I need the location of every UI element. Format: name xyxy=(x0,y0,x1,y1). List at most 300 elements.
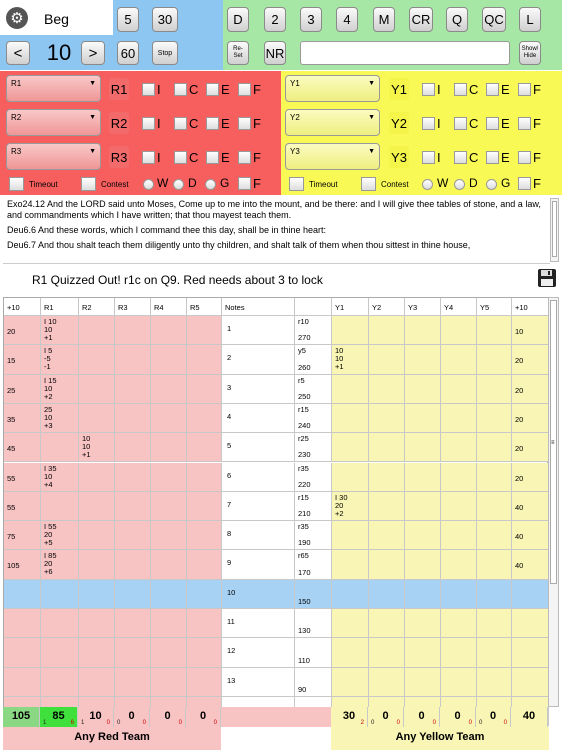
checkbox-f[interactable] xyxy=(238,117,251,130)
score-change: r35 xyxy=(298,463,309,473)
player-score-cell[interactable] xyxy=(41,638,79,667)
running-score-cell[interactable] xyxy=(295,463,332,492)
yellow-plus10-cell[interactable] xyxy=(512,638,549,667)
yellow-plus10-cell[interactable] xyxy=(512,316,549,345)
question-notes-cell[interactable] xyxy=(222,492,295,521)
player-score-cell[interactable] xyxy=(477,580,512,609)
checkbox-f[interactable] xyxy=(518,151,531,164)
question-notes-cell[interactable] xyxy=(222,550,295,579)
running-score-cell[interactable] xyxy=(295,550,332,579)
player-score-cell[interactable] xyxy=(369,521,405,550)
question-notes-cell[interactable] xyxy=(222,638,295,667)
player-score-cell[interactable] xyxy=(332,433,369,462)
player-score-cell[interactable] xyxy=(41,668,79,697)
player-score-cell[interactable] xyxy=(441,580,477,609)
player-score-cell[interactable] xyxy=(332,550,369,579)
m-button[interactable]: M xyxy=(373,7,395,32)
player-score-cell[interactable] xyxy=(151,463,187,492)
checkbox-e[interactable] xyxy=(206,117,219,130)
gear-button[interactable] xyxy=(6,7,28,29)
cr-button[interactable]: CR xyxy=(409,7,433,32)
question-notes-cell[interactable] xyxy=(222,433,295,462)
checkbox-label-i: I xyxy=(157,82,161,97)
timer-30-button[interactable]: 30 xyxy=(152,7,178,32)
player-score-cell[interactable] xyxy=(151,433,187,462)
player-score-cell[interactable] xyxy=(369,404,405,433)
yellow-contest-label: Contest xyxy=(381,180,409,189)
entry-input[interactable] xyxy=(300,41,510,65)
player-score-cell[interactable] xyxy=(405,521,441,550)
total-errors: 0 xyxy=(432,720,436,726)
plus10-value xyxy=(7,670,37,680)
player-score-cell[interactable] xyxy=(187,463,222,492)
total-errors: 2 xyxy=(360,720,364,726)
yellow-final-checkbox[interactable] xyxy=(518,177,531,190)
player-score-cell[interactable] xyxy=(405,668,441,697)
score-remaining: 90 xyxy=(298,684,307,694)
checkbox-i[interactable] xyxy=(422,83,435,96)
red-timeout-checkbox[interactable] xyxy=(9,177,24,191)
plus10-value: 20 xyxy=(515,385,524,395)
l-button[interactable]: L xyxy=(519,7,541,32)
checkbox-c[interactable] xyxy=(174,83,187,96)
checkbox-f[interactable] xyxy=(238,83,251,96)
yellow-player-1-label[interactable]: Y1 xyxy=(389,78,409,100)
player-score-cell[interactable] xyxy=(41,580,79,609)
yellow-plus10-cell[interactable] xyxy=(512,433,549,462)
player-score-cell[interactable] xyxy=(332,609,369,638)
player-score-cell[interactable] xyxy=(187,404,222,433)
question-notes-cell[interactable] xyxy=(222,521,295,550)
player-score-cell[interactable] xyxy=(441,550,477,579)
verse-line: Deu6.7 And thou shalt teach them diligently unto thy children, and shalt talk of them when thou sittest in thine house, xyxy=(7,240,471,250)
red-plus10-cell[interactable] xyxy=(4,404,41,433)
yellow-plus10-cell[interactable] xyxy=(512,375,549,404)
player-score-cell[interactable] xyxy=(405,404,441,433)
show-hide-button[interactable]: Show/ Hide xyxy=(519,41,541,65)
red-plus10-cell[interactable] xyxy=(4,463,41,492)
player-score-cell[interactable] xyxy=(151,580,187,609)
player-score-cell[interactable] xyxy=(441,492,477,521)
player-score-cell[interactable] xyxy=(332,375,369,404)
running-score-cell[interactable] xyxy=(295,404,332,433)
player-score-cell[interactable] xyxy=(477,492,512,521)
red-plus10-cell[interactable] xyxy=(4,316,41,345)
gear-icon: ⚙ xyxy=(10,10,24,27)
player-score-cell[interactable] xyxy=(187,580,222,609)
two-button[interactable]: 2 xyxy=(264,7,286,32)
player-score-cell[interactable] xyxy=(477,609,512,638)
red-radio-w[interactable] xyxy=(143,179,154,190)
checkbox-c[interactable] xyxy=(454,117,467,130)
player-score-cell[interactable] xyxy=(79,404,115,433)
player-score-cell[interactable] xyxy=(332,463,369,492)
yellow-radio-w[interactable] xyxy=(422,179,433,190)
red-total-cell xyxy=(186,707,221,727)
totals-notes-blank xyxy=(221,707,331,727)
checkbox-f[interactable] xyxy=(518,117,531,130)
player-score-cell[interactable] xyxy=(405,638,441,667)
checkbox-i[interactable] xyxy=(142,151,155,164)
checkbox-i[interactable] xyxy=(142,83,155,96)
player-score-cell[interactable] xyxy=(187,609,222,638)
yellow-timeout-checkbox[interactable] xyxy=(289,177,304,191)
running-score-cell[interactable] xyxy=(295,521,332,550)
scrollbar-thumb[interactable] xyxy=(552,201,557,257)
player-score-cell[interactable] xyxy=(369,433,405,462)
red-radio-g[interactable] xyxy=(205,179,216,190)
player-score-cell[interactable] xyxy=(41,375,79,404)
timer-60-button[interactable]: 60 xyxy=(117,41,139,65)
save-button[interactable] xyxy=(537,268,557,288)
player-score-cell[interactable] xyxy=(41,345,79,374)
red-final-checkbox[interactable] xyxy=(238,177,251,190)
red-plus10-cell[interactable] xyxy=(4,638,41,667)
red-player-2-select[interactable]: R2 ▼ xyxy=(6,109,101,136)
yellow-plus10-cell[interactable] xyxy=(512,404,549,433)
score-change: r35 xyxy=(298,522,309,532)
player-score-cell[interactable] xyxy=(151,316,187,345)
red-plus10-cell[interactable] xyxy=(4,550,41,579)
player-score-cell[interactable] xyxy=(369,492,405,521)
player-score-cell[interactable] xyxy=(151,609,187,638)
player-score-cell[interactable] xyxy=(369,463,405,492)
yellow-plus10-cell[interactable] xyxy=(512,521,549,550)
red-player-1-label[interactable]: R1 xyxy=(109,78,129,100)
player-score-cell[interactable] xyxy=(115,463,151,492)
red-team-footer[interactable] xyxy=(3,727,221,750)
total-errors: 0 xyxy=(142,720,146,726)
four-button[interactable]: 4 xyxy=(336,7,358,32)
player-score-cell[interactable] xyxy=(79,580,115,609)
red-player-1-select[interactable]: R1 ▼ xyxy=(6,75,101,102)
player-score-cell[interactable] xyxy=(332,638,369,667)
yellow-timeout-label: Timeout xyxy=(309,180,338,189)
red-plus10-cell[interactable] xyxy=(4,433,41,462)
player-score-cell[interactable] xyxy=(477,521,512,550)
player-score-cell[interactable] xyxy=(41,404,79,433)
player-score-cell[interactable] xyxy=(369,316,405,345)
yellow-radio-g[interactable] xyxy=(486,179,497,190)
question-notes-cell[interactable] xyxy=(222,404,295,433)
player-score-cell[interactable] xyxy=(115,316,151,345)
player-score-cell[interactable] xyxy=(477,638,512,667)
checkbox-e[interactable] xyxy=(486,83,499,96)
player-score-cell[interactable] xyxy=(41,316,79,345)
player-score-detail: 10 10 +1 xyxy=(82,434,91,460)
player-score-cell[interactable] xyxy=(441,609,477,638)
player-score-cell[interactable] xyxy=(332,580,369,609)
yellow-player-2-select[interactable]: Y2 ▼ xyxy=(285,109,380,136)
player-score-cell[interactable] xyxy=(79,375,115,404)
player-score-cell[interactable] xyxy=(151,492,187,521)
player-score-cell[interactable] xyxy=(405,463,441,492)
player-score-cell[interactable] xyxy=(441,375,477,404)
red-plus10-cell[interactable] xyxy=(4,580,41,609)
player-score-cell[interactable] xyxy=(369,668,405,697)
checkbox-c[interactable] xyxy=(174,151,187,164)
running-score-cell[interactable] xyxy=(295,668,332,697)
player-score-cell[interactable] xyxy=(79,316,115,345)
question-notes-cell[interactable] xyxy=(222,316,295,345)
yellow-plus10-cell[interactable] xyxy=(512,580,549,609)
any-yellow-team-label: Any Yellow Team xyxy=(395,731,485,743)
score-remaining: 150 xyxy=(298,596,311,606)
player-score-cell[interactable] xyxy=(79,492,115,521)
question-notes-cell[interactable] xyxy=(222,580,295,609)
q-button[interactable]: Q xyxy=(446,7,468,32)
player-score-cell[interactable] xyxy=(441,463,477,492)
red-plus10-cell[interactable] xyxy=(4,609,41,638)
score-change: r5 xyxy=(298,375,305,385)
player-score-cell[interactable] xyxy=(79,463,115,492)
player-score-cell[interactable] xyxy=(115,521,151,550)
score-change: r65 xyxy=(298,551,309,561)
player-score-cell[interactable] xyxy=(151,668,187,697)
red-total-cell xyxy=(114,707,150,727)
yellow-player-1-select[interactable]: Y1 ▼ xyxy=(285,75,380,102)
verse-scrollbar[interactable] xyxy=(550,198,559,262)
yellow-plus10-cell[interactable] xyxy=(512,345,549,374)
player-score-cell[interactable] xyxy=(41,550,79,579)
player-score-cell[interactable] xyxy=(477,433,512,462)
player-score-cell[interactable] xyxy=(187,521,222,550)
prev-question-button[interactable]: < xyxy=(6,41,30,65)
checkbox-i[interactable] xyxy=(422,117,435,130)
player-score-cell[interactable] xyxy=(441,638,477,667)
total-value: 0 xyxy=(489,710,497,722)
player-score-cell[interactable] xyxy=(332,404,369,433)
running-score-cell[interactable] xyxy=(295,638,332,667)
qc-button[interactable]: QC xyxy=(482,7,506,32)
player-score-cell[interactable] xyxy=(477,668,512,697)
player-score-cell[interactable] xyxy=(79,521,115,550)
checkbox-label-i: I xyxy=(157,150,161,165)
player-score-cell[interactable] xyxy=(115,433,151,462)
running-score-cell[interactable] xyxy=(295,580,332,609)
yellow-contest-checkbox[interactable] xyxy=(361,177,376,191)
question-number: 10 xyxy=(227,587,236,597)
player-score-cell[interactable] xyxy=(151,521,187,550)
yellow-plus10-cell[interactable] xyxy=(512,668,549,697)
running-score-cell[interactable] xyxy=(295,345,332,374)
red-contest-checkbox[interactable] xyxy=(81,177,96,191)
player-score-cell[interactable] xyxy=(115,550,151,579)
player-score-cell[interactable] xyxy=(369,345,405,374)
verse-text-area[interactable] xyxy=(3,196,550,264)
red-plus10-cell[interactable] xyxy=(4,375,41,404)
running-score-cell[interactable] xyxy=(295,375,332,404)
checkbox-label-c: C xyxy=(469,150,479,165)
player-score-cell[interactable] xyxy=(369,375,405,404)
checkbox-label-i: I xyxy=(437,150,441,165)
player-score-cell[interactable] xyxy=(441,404,477,433)
player-score-cell[interactable] xyxy=(405,433,441,462)
player-score-cell[interactable] xyxy=(441,316,477,345)
player-score-cell[interactable] xyxy=(41,492,79,521)
player-score-cell[interactable] xyxy=(115,668,151,697)
yellow-player-3-label[interactable]: Y3 xyxy=(389,146,409,168)
player-score-cell[interactable] xyxy=(332,668,369,697)
red-player-3-select[interactable]: R3 ▼ xyxy=(6,143,101,170)
question-notes-cell[interactable] xyxy=(222,609,295,638)
question-notes-cell[interactable] xyxy=(222,375,295,404)
red-plus10-cell[interactable] xyxy=(4,668,41,697)
player-score-cell[interactable] xyxy=(41,463,79,492)
player-score-cell[interactable] xyxy=(79,433,115,462)
player-score-cell[interactable] xyxy=(79,550,115,579)
question-notes-cell[interactable] xyxy=(222,668,295,697)
red-plus10-cell[interactable] xyxy=(4,521,41,550)
player-score-cell[interactable] xyxy=(441,668,477,697)
running-score-cell[interactable] xyxy=(295,609,332,638)
timer-5-button[interactable]: 5 xyxy=(117,7,139,32)
plus10-value: 40 xyxy=(515,502,524,512)
score-remaining: 210 xyxy=(298,509,311,519)
player-score-cell[interactable] xyxy=(115,492,151,521)
total-value: 10 xyxy=(89,710,102,722)
column-header: R3 xyxy=(115,298,151,316)
player-score-cell[interactable] xyxy=(405,316,441,345)
total-count: 1 xyxy=(81,720,85,726)
d-button[interactable]: D xyxy=(227,7,249,32)
running-score-cell[interactable] xyxy=(295,316,332,345)
question-notes-cell[interactable] xyxy=(222,345,295,374)
verse-line: Exo24.12 And the LORD said unto Moses, Come up to me into the mount, and be there: and I will give thee tables of stone, and a law, and commandments which I have written; that thou mayest teach them. xyxy=(7,199,541,220)
player-score-cell[interactable] xyxy=(477,345,512,374)
player-score-cell[interactable] xyxy=(187,668,222,697)
player-score-cell[interactable] xyxy=(115,345,151,374)
player-score-cell[interactable] xyxy=(79,638,115,667)
player-score-cell[interactable] xyxy=(187,433,222,462)
score-remaining: 260 xyxy=(298,362,311,372)
yellow-plus10-cell[interactable] xyxy=(512,550,549,579)
red-plus10-cell[interactable] xyxy=(4,492,41,521)
checkbox-c[interactable] xyxy=(454,83,467,96)
player-score-cell[interactable] xyxy=(115,375,151,404)
player-score-cell[interactable] xyxy=(405,609,441,638)
player-score-cell[interactable] xyxy=(332,316,369,345)
player-score-cell[interactable] xyxy=(187,638,222,667)
player-score-cell[interactable] xyxy=(41,609,79,638)
player-score-cell[interactable] xyxy=(477,404,512,433)
red-contest-label: Contest xyxy=(101,180,129,189)
player-score-cell[interactable] xyxy=(41,433,79,462)
checkbox-f[interactable] xyxy=(518,83,531,96)
checkbox-c[interactable] xyxy=(454,151,467,164)
next-question-button[interactable]: > xyxy=(81,41,105,65)
player-score-cell[interactable] xyxy=(369,580,405,609)
red-radio-label-w: W xyxy=(157,176,169,190)
player-score-cell[interactable] xyxy=(441,521,477,550)
yellow-plus10-cell[interactable] xyxy=(512,463,549,492)
player-score-cell[interactable] xyxy=(332,345,369,374)
player-score-cell[interactable] xyxy=(187,345,222,374)
column-header: R1 xyxy=(41,298,79,316)
three-button[interactable]: 3 xyxy=(300,7,322,32)
checkbox-i[interactable] xyxy=(422,151,435,164)
player-score-cell[interactable] xyxy=(115,404,151,433)
column-header: R5 xyxy=(187,298,222,316)
player-score-cell[interactable] xyxy=(79,345,115,374)
player-score-cell[interactable] xyxy=(332,492,369,521)
checkbox-i[interactable] xyxy=(142,117,155,130)
red-plus10-cell[interactable] xyxy=(4,345,41,374)
column-header: Y2 xyxy=(369,298,405,316)
player-score-cell[interactable] xyxy=(79,668,115,697)
player-score-cell[interactable] xyxy=(441,433,477,462)
checkbox-e[interactable] xyxy=(486,151,499,164)
player-score-cell[interactable] xyxy=(405,580,441,609)
player-score-cell[interactable] xyxy=(477,550,512,579)
player-score-cell[interactable] xyxy=(187,492,222,521)
player-score-cell[interactable] xyxy=(369,609,405,638)
player-score-cell[interactable] xyxy=(115,580,151,609)
player-score-cell[interactable] xyxy=(115,638,151,667)
player-score-cell[interactable] xyxy=(477,463,512,492)
checkbox-f[interactable] xyxy=(238,151,251,164)
yellow-radio-label-g: G xyxy=(501,176,511,190)
yellow-team-footer[interactable] xyxy=(331,727,549,750)
yellow-player-3-select[interactable]: Y3 ▼ xyxy=(285,143,380,170)
question-notes-cell[interactable] xyxy=(222,463,295,492)
player-score-cell[interactable] xyxy=(151,375,187,404)
player-score-cell[interactable] xyxy=(151,638,187,667)
running-score-cell[interactable] xyxy=(295,492,332,521)
reset-button[interactable]: Re- Set xyxy=(227,41,249,65)
player-score-cell[interactable] xyxy=(332,521,369,550)
yellow-radio-d[interactable] xyxy=(454,179,465,190)
player-score-cell[interactable] xyxy=(187,375,222,404)
question-number: 5 xyxy=(227,441,232,451)
checkbox-e[interactable] xyxy=(206,151,219,164)
checkbox-c[interactable] xyxy=(174,117,187,130)
table-scrollbar[interactable] xyxy=(548,297,559,707)
plus10-value: 35 xyxy=(7,414,16,424)
player-score-cell[interactable] xyxy=(79,609,115,638)
player-score-cell[interactable] xyxy=(405,492,441,521)
player-score-cell[interactable] xyxy=(405,375,441,404)
player-score-cell[interactable] xyxy=(405,345,441,374)
player-score-cell[interactable] xyxy=(369,550,405,579)
red-radio-d[interactable] xyxy=(173,179,184,190)
player-score-cell[interactable] xyxy=(151,345,187,374)
checkbox-e[interactable] xyxy=(206,83,219,96)
yellow-final-label: F xyxy=(533,176,541,191)
player-score-cell[interactable] xyxy=(115,609,151,638)
yellow-player-2-label[interactable]: Y2 xyxy=(389,112,409,134)
player-score-cell[interactable] xyxy=(151,404,187,433)
yellow-plus10-cell[interactable] xyxy=(512,609,549,638)
nr-button[interactable]: NR xyxy=(264,41,286,65)
red-player-2-label[interactable]: R2 xyxy=(109,112,129,134)
red-player-3-label[interactable]: R3 xyxy=(109,146,129,168)
player-score-cell[interactable] xyxy=(369,638,405,667)
player-score-cell[interactable] xyxy=(41,521,79,550)
player-score-cell[interactable] xyxy=(187,316,222,345)
score-change: r10 xyxy=(298,317,309,326)
player-score-cell[interactable] xyxy=(187,550,222,579)
checkbox-e[interactable] xyxy=(486,117,499,130)
yellow-plus10-cell[interactable] xyxy=(512,492,549,521)
player-score-cell[interactable] xyxy=(405,550,441,579)
player-score-cell[interactable] xyxy=(441,345,477,374)
player-score-cell[interactable] xyxy=(151,550,187,579)
player-score-cell[interactable] xyxy=(477,375,512,404)
running-score-cell[interactable] xyxy=(295,433,332,462)
stop-button[interactable]: Stop xyxy=(152,41,178,65)
player-score-cell[interactable] xyxy=(477,316,512,345)
